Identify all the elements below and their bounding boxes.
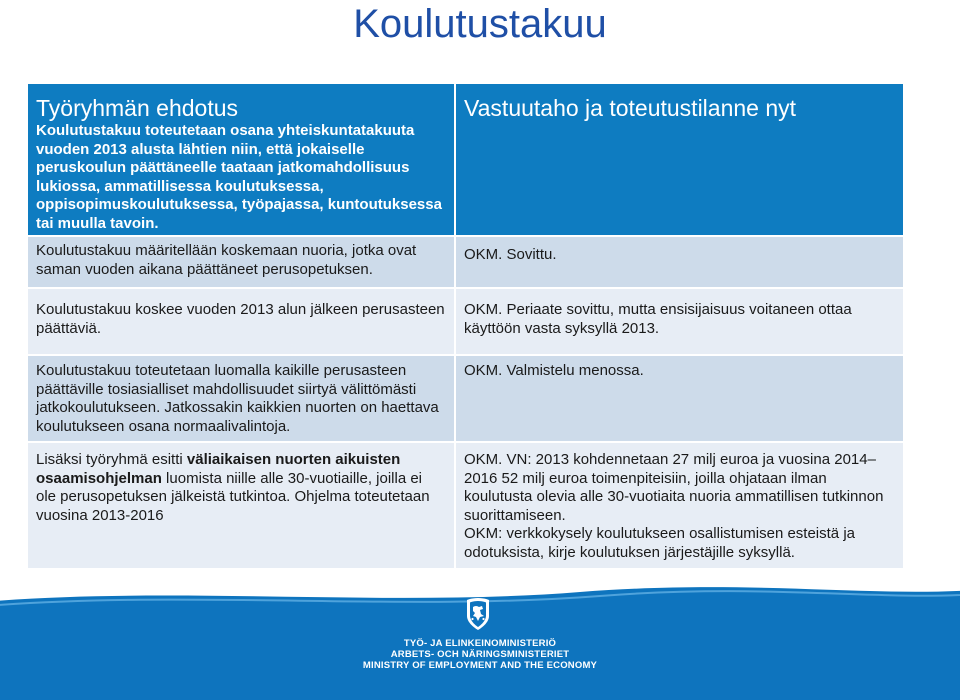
table-row-1-left	[27, 236, 455, 288]
left-header-title: Työryhmän ehdotus	[36, 95, 239, 121]
row-4-left-bold: väliaikaisen nuorten aikuisten osaamisohjelman	[36, 451, 401, 487]
row-3-right-text: OKM. Valmistelu menossa.	[464, 362, 644, 379]
row-4-left-post: luomista niille alle 30-vuotiaille, joilla ei ole perusopetuksen jälkeistä tutkintoa. Ohjelma toteutetaan vuosina 2013-2016	[36, 469, 430, 524]
row-1-right-text: OKM. Sovittu.	[464, 246, 557, 263]
table-row-2-left	[27, 288, 455, 355]
proposal-table	[27, 83, 904, 569]
row-1-left-text: Koulutustakuu määritellään koskemaan nuoria, jotka ovat saman vuoden aikana päättäneet perusopetuksen.	[36, 242, 417, 278]
row-4-left-pre: Lisäksi työryhmä esitti	[36, 451, 187, 468]
ministry-name-swedish: ARBETS- OCH NÄRINGSMINISTERIET	[390, 649, 570, 660]
finnish-lion-crest-icon	[462, 596, 494, 632]
row-2-left-text: Koulutustakuu koskee vuoden 2013 alun jälkeen perusasteen päättäviä.	[36, 301, 445, 337]
ministry-name-finnish: TYÖ- JA ELINKEINOMINISTERIÖ	[403, 638, 557, 649]
table-row-4-left	[27, 442, 455, 569]
row-2-right-text: OKM. Periaate sovittu, mutta ensisijaisuus voitaneen ottaa käyttöön vasta syksyllä 2013.	[464, 301, 852, 337]
right-header-title: Vastuutaho ja toteutustilanne nyt	[464, 95, 797, 121]
row-4-left-text	[36, 451, 446, 525]
table-row-3-left	[27, 355, 455, 442]
slide-title: Koulutustakuu	[353, 2, 607, 46]
right-header-cell	[455, 83, 904, 236]
left-header-cell	[27, 83, 455, 236]
row-4-right-text-2: OKM: verkkokysely koulutukseen osallistumisen esteistä ja odotuksista, kirje koulutuksen järjestäjille syksyllä.	[464, 525, 855, 561]
ministry-name-english: MINISTRY OF EMPLOYMENT AND THE ECONOMY	[362, 660, 598, 671]
table-row-2-right	[455, 288, 904, 355]
table-row-3-right	[455, 355, 904, 442]
left-header-body: Koulutustakuu toteutetaan osana yhteiskuntatakuuta vuoden 2013 alusta lähtien niin, että jokaiselle peruskoulun päättäneelle taataan jatkomahdollisuus lukiossa, ammatillisessa koulutuksessa, oppisopimuskoulutuksessa, työpajassa, kuntoutuksessa tai muulla tavoin.	[36, 122, 442, 232]
table-row-4-right	[455, 442, 904, 569]
row-3-left-text: Koulutustakuu toteutetaan luomalla kaikille perusasteen päättäville tosiasialliset mahdollisuudet siirtyä välittömästi jatkokoulutukseen. Jatkossakin kaikkien nuorten on haettava koulutukseen osana normaalivalintoja.	[36, 362, 439, 435]
table-row-1-right	[455, 236, 904, 288]
row-4-right-text-1: OKM. VN: 2013 kohdennetaan 27 milj euroa ja vuosina 2014–2016 52 milj euroa toimenpiteisiin, joilla ohjataan ilman koulutusta olevia alle 30-vuotiaita nuoria ammatillisen tutkinnon suorittamiseen.	[464, 451, 884, 524]
